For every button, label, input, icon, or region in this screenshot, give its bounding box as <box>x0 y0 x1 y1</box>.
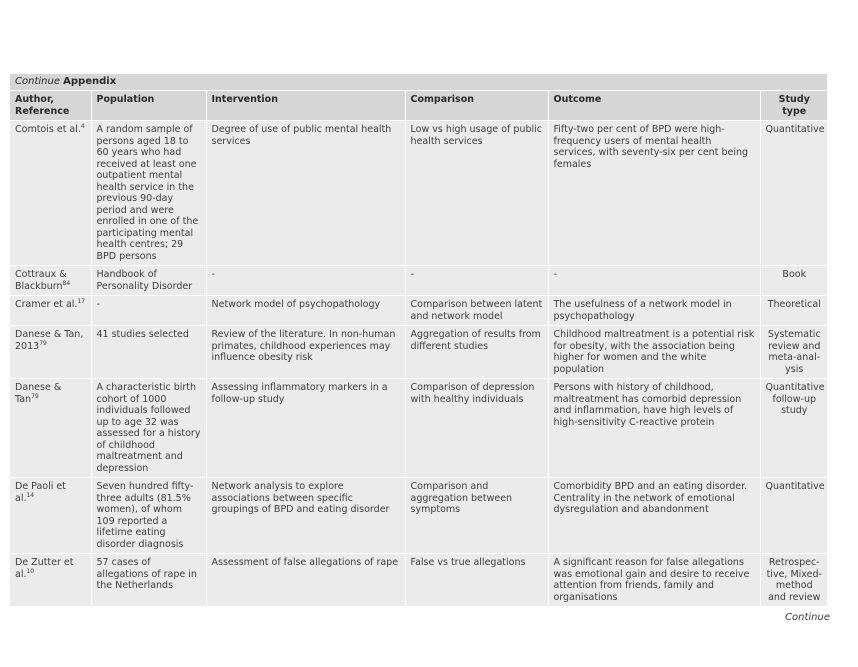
table-row <box>10 121 827 266</box>
cell-population: 57 cases of allegations of rape in the Netherlands <box>91 554 206 607</box>
cell-comparison: Aggregation of results from different studies <box>405 326 548 379</box>
author-name: Cottraux & Blackburn <box>15 269 67 292</box>
cell-population: 41 studies selected <box>91 326 206 379</box>
author-name: Cramer et al. <box>15 299 78 310</box>
cell-study-type: Quantitative <box>760 478 827 554</box>
cell-population: A random sample of persons aged 18 to 60 years who had received at least one outpatient mental health service in the previous 90-day period and were enrolled in one of the participating mental health centres; 29 BPD persons <box>91 121 206 266</box>
author-name: De Zutter et al. <box>15 557 74 580</box>
column-header-comparison: Comparison <box>405 91 548 121</box>
table-row <box>10 296 827 326</box>
cell-study-type: Retrospec-tive, Mixed-method and review <box>760 554 827 607</box>
cell-intervention: Review of the literature. In non-human primates, childhood experiences may influence obesity risk <box>206 326 405 379</box>
reference-number: 14 <box>26 491 35 499</box>
cell-outcome: Childhood maltreatment is a potential risk for obesity, with the association being higher for women and the white population <box>548 326 760 379</box>
cell-study-type: Book <box>760 266 827 296</box>
cell-comparison: Comparison and aggregation between symptoms <box>405 478 548 554</box>
cell-outcome: A significant reason for false allegations was emotional gain and desire to receive attention from friends, family and organisations <box>548 554 760 607</box>
cell-author <box>10 478 91 554</box>
header-row <box>10 91 827 121</box>
reference-number: 10 <box>26 567 35 575</box>
author-name: Danese & Tan <box>15 382 62 405</box>
cell-author <box>10 121 91 266</box>
cell-intervention: Network analysis to explore associations between specific groupings of BPD and eating disorder <box>206 478 405 554</box>
cell-outcome: Fifty-two per cent of BPD were high-frequency users of mental health services, with seventy-six per cent being females <box>548 121 760 266</box>
continue-footer: Continue <box>785 612 830 623</box>
cell-comparison: Comparison of depression with healthy individuals <box>405 379 548 478</box>
cell-author <box>10 326 91 379</box>
reference-number: 4 <box>80 122 85 130</box>
cell-intervention: Assessment of false allegations of rape <box>206 554 405 607</box>
appendix-table <box>10 91 827 607</box>
cell-study-type: Quantitative follow-up study <box>760 379 827 478</box>
table-row <box>10 326 827 379</box>
cell-study-type: Systematic review and meta-anal-ysis <box>760 326 827 379</box>
cell-population: - <box>91 296 206 326</box>
cell-study-type: Theoretical <box>760 296 827 326</box>
cell-comparison: Comparison between latent and network model <box>405 296 548 326</box>
column-header-study-type: Study type <box>760 91 827 121</box>
cell-comparison: Low vs high usage of public health services <box>405 121 548 266</box>
caption-continue: Continue <box>15 76 60 87</box>
cell-study-type: Quantitative <box>760 121 827 266</box>
column-header-population: Population <box>91 91 206 121</box>
cell-comparison: False vs true allegations <box>405 554 548 607</box>
reference-number: 17 <box>77 297 86 305</box>
author-name: Danese & Tan, 2013 <box>15 329 84 352</box>
reference-number: 79 <box>39 339 47 347</box>
cell-intervention: Network model of psychopathology <box>206 296 405 326</box>
cell-outcome: Comorbidity BPD and an eating disorder. Centrality in the network of emotional dysregulation and abandonment <box>548 478 760 554</box>
table-caption <box>10 74 827 91</box>
cell-intervention: Degree of use of public mental health services <box>206 121 405 266</box>
cell-outcome: The usefulness of a network model in psychopathology <box>548 296 760 326</box>
cell-author <box>10 554 91 607</box>
column-header-outcome: Outcome <box>548 91 760 121</box>
cell-author <box>10 296 91 326</box>
reference-number: 79 <box>31 392 39 400</box>
table-row <box>10 478 827 554</box>
table-row <box>10 554 827 607</box>
cell-outcome: Persons with history of childhood, maltreatment has comorbid depression and inflammation, have high levels of high-sensitivity C-reactive protein <box>548 379 760 478</box>
cell-intervention: - <box>206 266 405 296</box>
cell-outcome: - <box>548 266 760 296</box>
cell-population: Handbook of Personality Disorder <box>91 266 206 296</box>
cell-population: Seven hundred fifty-three adults (81.5% women), of whom 109 reported a lifetime eating disorder diagnosis <box>91 478 206 554</box>
table-row <box>10 266 827 296</box>
column-header-author: Author, Reference <box>10 91 91 121</box>
reference-number: 84 <box>62 279 71 287</box>
cell-population: A characteristic birth cohort of 1000 individuals followed up to age 32 was assessed for a history of childhood maltreatment and depression <box>91 379 206 478</box>
cell-intervention: Assessing inflammatory markers in a follow-up study <box>206 379 405 478</box>
appendix-table-container <box>10 74 827 607</box>
author-name: Comtois et al. <box>15 124 81 135</box>
caption-title: Appendix <box>63 76 117 87</box>
table-row <box>10 379 827 478</box>
author-name: De Paoli et al. <box>15 481 66 504</box>
cell-author <box>10 266 91 296</box>
cell-comparison: - <box>405 266 548 296</box>
cell-author <box>10 379 91 478</box>
column-header-intervention: Intervention <box>206 91 405 121</box>
